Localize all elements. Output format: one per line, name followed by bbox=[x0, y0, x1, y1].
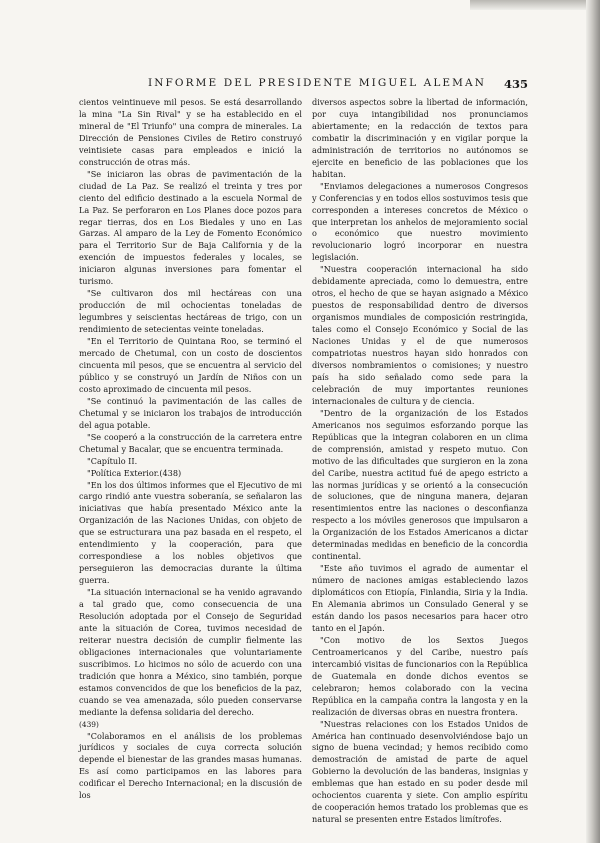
paragraph: "Dentro de la organización de los Estados Americanos nos seguimos esforzando porque las Repúblicas que la integran colaboren en un clima de comprensión, amistad y respeto mutuo. Con motivo de las dificultades que surgieron en la zona del Caribe, nuestra actitud fué de apego estricto a las normas jurídicas y se orientó a la consecución de soluciones, que de ninguna manera, dejaran resentimientos entre las naciones o desconfianza respecto a los móviles generosos que impulsaron a la Organización de los Estados Americanos a dictar determinadas medidas en beneficio de la concordia continental. bbox=[312, 407, 528, 562]
scan-edge-shadow-top bbox=[470, 0, 600, 10]
paragraph: cientos veintinueve mil pesos. Se está desarrollando la mina "La Sin Rival" y se ha establecido en el mineral de "El Triunfo" una compra de minerales. La Dirección de Pensiones Civiles de Retiro construyó veintisiete casas para empleados e inició la construcción de otras más. bbox=[79, 97, 302, 167]
paragraph: "Este año tuvimos el agrado de aumentar el número de naciones amigas estableciendo lazos diplomáticos con Etiopía, Finlandia, Siria y la India. En Alemania abrimos un Consulado General y se están dando los pasos necesarios para hacer otro tanto en el Japón. bbox=[312, 563, 528, 633]
paragraph: "Nuestra cooperación internacional ha sido debidamente apreciada, como lo demuestra, entre otros, el hecho de que se hayan asignado a México puestos de responsabilidad dentro de diversos organismos mundiales de composición restringida, tales como el Consejo Económico y Social de las Naciones Unidas y el de que numerosos compatriotas nuestros hayan sido honrados con diversos nombramientos o comisiones; y nuestro país ha sido señalado como sede para la celebración de muy importantes reuniones internacionales de cultura y de ciencia. bbox=[312, 264, 528, 406]
paragraph: "En el Territorio de Quintana Roo, se terminó el mercado de Chetumal, con un costo de doscientos cincuenta mil pesos, que se encuentra al servicio del público y se construyó un Jardín de Niños con un costo aproximado de cincuenta mil pesos. bbox=[79, 336, 302, 394]
page-number: 435 bbox=[503, 77, 528, 91]
paragraph: "Se continuó la pavimentación de las calles de Chetumal y se iniciaron los trabajos de introducción del agua potable. bbox=[79, 395, 302, 430]
paragraph: "La situación internacional se ha venido agravando a tal grado que, como consecuencia de una Resolución adoptada por el Consejo de Seguridad ante la situación de Corea, tuvimos necesidad de reiterar nuestra decisión de cumplir fielmente las obligaciones internacionales que voluntariamente suscribimos. Lo hicimos no sólo de acuerdo con una tradición que honra a México, sino también, porque estamos convencidos de que los beneficios de la paz, cuando se vea amenazada, sólo pueden conservarse mediante la defensa solidaria del derecho. bbox=[79, 587, 302, 717]
left-text-column bbox=[79, 97, 302, 802]
footnote-marker: (439) bbox=[79, 719, 99, 729]
paragraph: "En los dos últimos informes que el Ejecutivo de mi cargo rindió ante vuestra soberanía, se señalaron las iniciativas que había presentado México ante la Organización de las Naciones Unidas, con objeto de que se estructurara una paz basada en el respeto, el entendimiento y la cooperación, para que correspondiese a los nobles objetivos que perseguieron las democracias durante la última guerra. bbox=[79, 479, 302, 586]
paragraph: "Con motivo de los Sextos Juegos Centroamericanos y del Caribe, nuestro país intercambió visitas de funcionarios con la República de Guatemala en donde dichos eventos se celebraron; hemos colaborado con la vecina República en la campaña contra la langosta y en la realización de diversas obras en nuestra frontera. bbox=[312, 634, 528, 717]
paragraph: "Capítulo II. bbox=[87, 455, 138, 466]
paragraph: "Se cultivaron dos mil hectáreas con una producción de mil ochocientas toneladas de legumbres y seiscientas hectáreas de trigo, con un rendimiento de setecientas veinte toneladas. bbox=[79, 288, 302, 335]
paragraph: "Política Exterior.(438) bbox=[87, 467, 182, 478]
running-header bbox=[148, 77, 528, 93]
scan-edge-shadow-right bbox=[586, 0, 600, 843]
paragraph: "Nuestras relaciones con los Estados Unidos de América han continuado desenvolviéndose bajo un signo de buena vecindad; y hemos recibido como demostración de amistad de parte de aquel Gobierno la devolución de las banderas, insignias y emblemas que han estado en su poder desde mil ochocientos cuarenta y siete. Con amplio espíritu de cooperación hemos tratado los problemas que es natural se presenten entre Estados limítrofes. bbox=[312, 718, 528, 825]
paragraph: diversos aspectos sobre la libertad de información, por cuya intangibilidad nos pronunciamos abiertamente; en la redacción de textos para combatir la discriminación y en vigilar porque la administración de territorios no autónomos se ejercite en beneficio de las poblaciones que los habitan. bbox=[312, 97, 528, 179]
paragraph: "Se iniciaron las obras de pavimentación de la ciudad de La Paz. Se realizó el treinta y tres por ciento del edificio destinado a la escuela Normal de La Paz. Se perforaron en Los Planes doce pozos para regar tierras, dos en Los Biedales y uno en Las Garzas. Al amparo de la Ley de Fomento Económico para el Territorio Sur de Baja California y de la exención de impuestos federales y locales, se iniciaron algunas inversiones para fomentar el turismo. bbox=[79, 168, 302, 287]
paragraph: "Enviamos delegaciones a numerosos Congresos y Conferencias y en todos ellos sostuvimos tesis que corresponden a intereses concretos de México o que interpretan los anhelos de mejoramiento social o económico que nuestro movimiento revolucionario logró incorporar en nuestra legislación. bbox=[312, 180, 528, 263]
paragraph: "Colaboramos en el análisis de los problemas jurídicos y sociales de cuya correcta solución depende el bienestar de las grandes masas humanas. Es así como participamos en las labores para codificar el Derecho Internacional; en la discusión de los bbox=[79, 730, 302, 801]
header-title: INFORME DEL PRESIDENTE MIGUEL ALEMAN bbox=[148, 77, 486, 89]
right-text-column bbox=[312, 97, 528, 826]
paragraph: "Se cooperó a la construcción de la carretera entre Chetumal y Bacalar, que se encuentra terminada. bbox=[79, 431, 302, 454]
